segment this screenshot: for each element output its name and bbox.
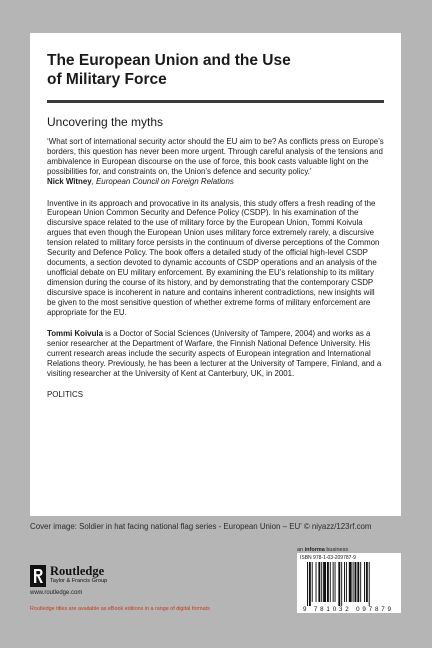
barcode-bar — [327, 562, 329, 602]
publisher-name: Routledge — [50, 564, 105, 578]
publisher-website: www.routledge.com — [30, 590, 83, 596]
barcode-panel — [297, 553, 401, 613]
endorser-name: Nick Witney — [47, 176, 92, 186]
barcode-bar — [335, 562, 336, 602]
barcode-bar — [333, 562, 334, 602]
subject-category: POLITICS — [47, 389, 83, 399]
barcode-bar — [357, 562, 359, 602]
book-title-line2: of Military Force — [47, 71, 167, 88]
book-description: Inventive in its approach and provocative in its analysis, this study offers a fresh reading of the European Union Common Security and Defence Policy (CSDP). In his examination of the discursive space related to the use of military force by the European Union, Tommi Koivula argues that even though the European Union uses military force extremely rarely, a discursive tension related to military force persists in the continuum of diverse perceptions of the Common Security and Defence Policy. The book offers a detailed study of the official high-level CSDP documents, a section devoted to dynamic accounts of CSDP operations and an analysis of the unofficial debate on EU military enforcement. By examining the EU’s relationship to its military dimension during the course of its history, and by demonstrating that the contemporary CSDP discursive space is incoherent in nature and contains inherent contradictions, new insights will be given to the most sensitive question of whether extreme forms of military enforcement are appropriate for the EU. — [47, 198, 380, 317]
book-subtitle: Uncovering the myths — [47, 115, 164, 129]
author-bio — [47, 329, 384, 379]
endorsement-quote: ‘What sort of international security actor should the EU aim to be? As conflicts press on Europe’s borders, this question has never been more urgent. Through careful analysis of the tensions and ambivalence in European discourse on the use of force, this book casts valuable light on the possibilities for, and constraints on, the Union’s defence and security policy.’ — [47, 137, 384, 176]
barcode-bar — [349, 562, 352, 602]
informa-prefix: an — [297, 547, 305, 553]
author-name: Tommi Koivula — [47, 329, 103, 339]
barcode-bar — [323, 562, 326, 602]
barcode-bar — [369, 562, 370, 606]
barcode-bar — [321, 562, 322, 602]
isbn-number: ISBN 978-1-03-209787-9 — [300, 555, 356, 561]
routledge-r-logo-icon — [30, 565, 46, 587]
informa-suffix: business — [324, 547, 349, 553]
barcode-bar — [316, 562, 317, 602]
barcode-bar — [346, 562, 347, 602]
endorser-affiliation: European Council on Foreign Relations — [96, 176, 234, 186]
barcode-bar — [309, 562, 311, 606]
isbn-barcode-icon — [303, 562, 395, 612]
book-title-line1: The European Union and the Use — [47, 52, 291, 69]
barcode-bar — [341, 562, 342, 606]
barcode-bar — [307, 562, 308, 606]
barcode-bar — [338, 562, 340, 606]
cover-image-credit: Cover image: Soldier in hat facing national flag series - European Union – EU’ © niyazz/123rf.com — [30, 522, 372, 531]
barcode-bar — [330, 562, 331, 602]
barcode-bar — [355, 562, 357, 602]
endorsement-attribution: Nick Witney, European Council on Foreign Relations — [47, 176, 234, 186]
barcode-bar — [364, 562, 365, 602]
barcode-bar — [366, 562, 368, 602]
ebook-notice: Routledge titles are available as eBook editions in a range of digital formats — [30, 606, 210, 612]
back-cover-panel — [30, 33, 401, 516]
barcode-bar — [344, 562, 345, 602]
book-title — [47, 51, 384, 89]
barcode-bar — [360, 562, 361, 602]
barcode-digits: 9 781032 097879 — [303, 606, 391, 612]
barcode-bar — [353, 562, 354, 602]
barcode-bar — [312, 562, 313, 602]
title-divider — [47, 100, 384, 103]
informa-name: informa — [304, 547, 325, 553]
publisher-group: Taylor & Francis Group — [50, 578, 108, 584]
author-bio-text: is a Doctor of Social Sciences (University of Tampere, 2004) and works as a senior researcher at the Department of Warfare, the Finnish National Defence University. His current research areas include the security aspects of European integration and International Relations theory. Previously, he has been a lecturer at the University of Tampere, Finland, and a visiting researcher at the University of Kent at Canterbury, UK, in 2001. — [47, 329, 382, 379]
barcode-bar — [318, 562, 320, 602]
